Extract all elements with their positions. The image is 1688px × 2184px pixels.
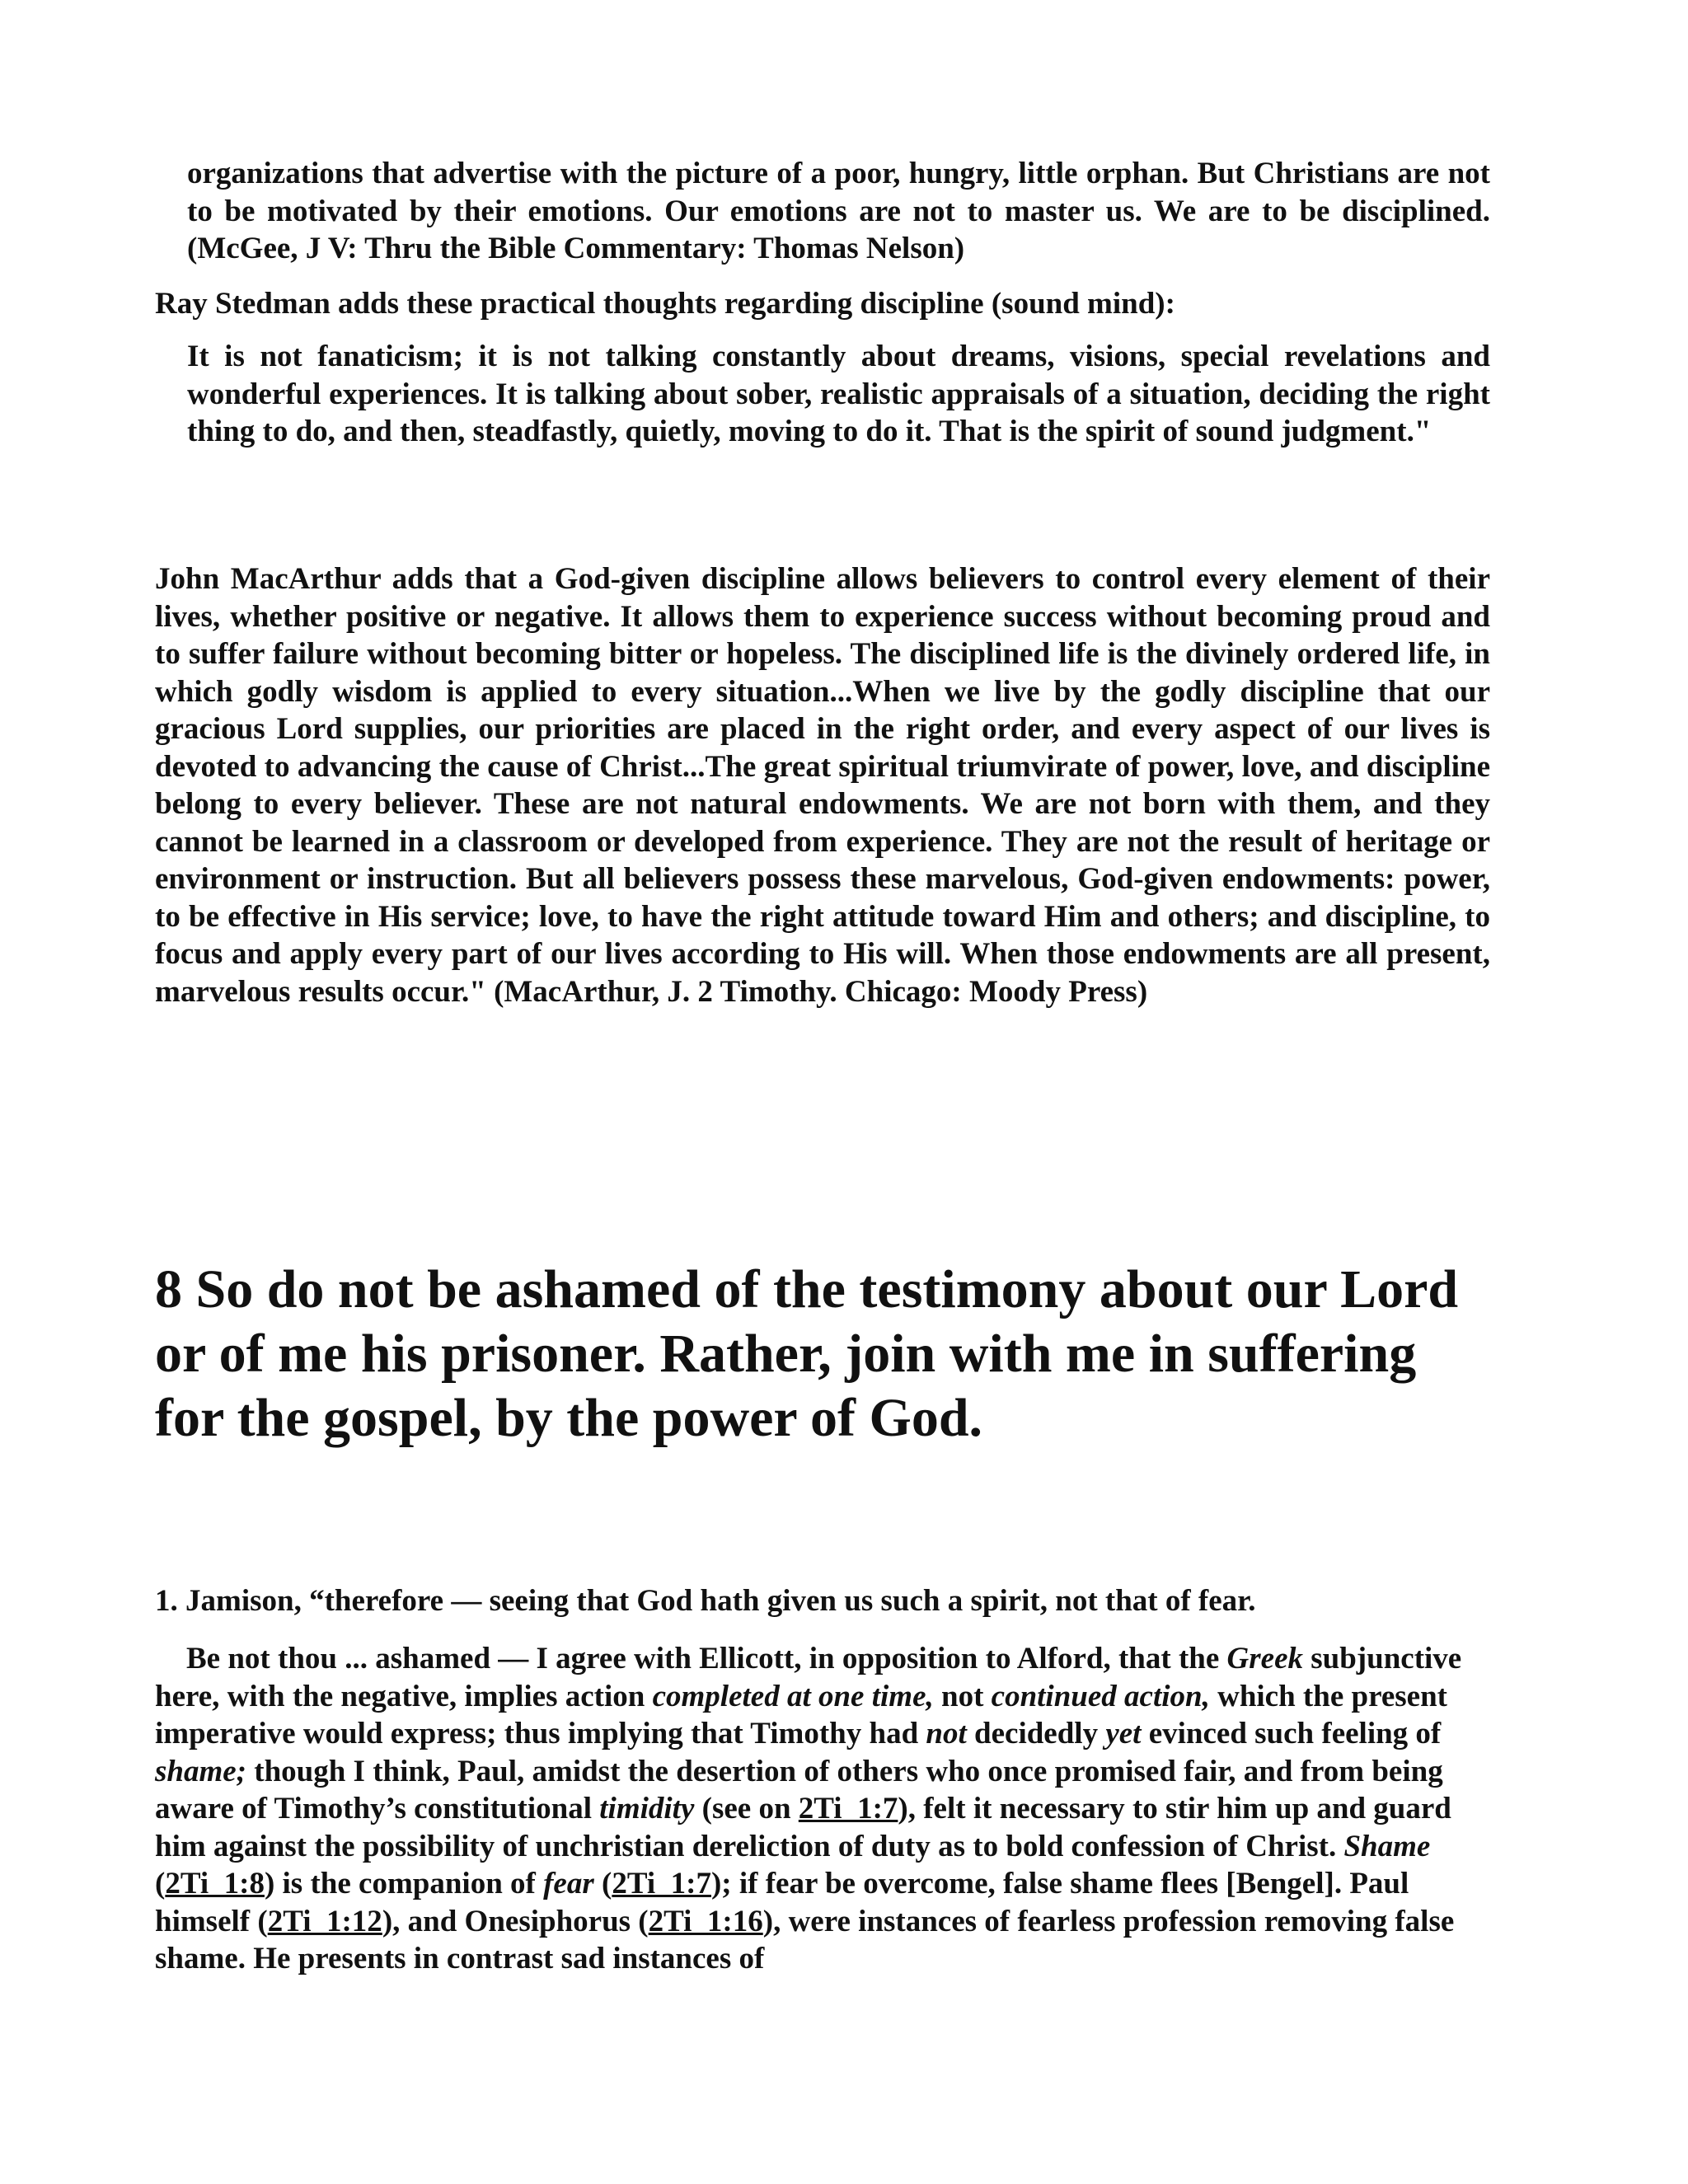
text-run: which the present imperative would express; thus implying that Timothy had	[155, 1679, 1447, 1750]
italic-run: Greek	[1226, 1642, 1303, 1675]
text-run: ), and Onesiphorus (	[382, 1904, 649, 1938]
text-run: ) is the companion of	[264, 1867, 544, 1900]
text-run: ); if fear be overcome, false shame flees [Bengel]. Paul himself (	[155, 1867, 1409, 1938]
stedman-quote: It is not fanaticism; it is not talking constantly about dreams, visions, special revelations and wonderful experiences. It is talking about sober, realistic appraisals of a situation, deciding the right thing to do, and then, steadfastly, quietly, moving to do it. That is the spirit of sound judgment."	[187, 340, 1490, 448]
jamison-heading: 1. Jamison, “therefore — seeing that God hath given us such a spirit, not that of fear.	[155, 1584, 1256, 1618]
scripture-link[interactable]: 2Ti_1:7	[798, 1792, 898, 1825]
macarthur-paragraph: John MacArthur adds that a God-given discipline allows believers to control every element of their lives, whether positive or negative. It allows them to experience success without becoming proud and to suffer failure without becoming bitter or hopeless. The disciplined life is the divinely ordered life, in which godly wisdom is applied to every situation...When we live by the godly discipline that our gracious Lord supplies, our priorities are placed in the right order, and every aspect of our lives is devoted to advancing the cause of Christ...The great spiritual triumvirate of power, love, and discipline belong to every believer. These are not natural endowments. We are not born with them, and they cannot be learned in a classroom or developed from experience. They are not the result of heritage or environment or instruction. But all believers possess these marvelous, God-given endowments: power, to be effective in His service; love, to have the right attitude toward Him and others; and discipline, to focus and apply every part of our lives according to His will. When those endowments are all present, marvelous results occur." (MacArthur, J. 2 Timothy. Chicago: Moody Press)	[155, 562, 1490, 1009]
text-run: subjunctive here, with the negative, implies action	[155, 1642, 1462, 1713]
italic-run: shame;	[155, 1754, 246, 1788]
text-run: ), felt it necessary to stir him up and guard him against the possibility of unchristian dereliction of duty as to bold confession of Christ.	[155, 1792, 1451, 1863]
italic-run: Shame	[1343, 1829, 1431, 1863]
italic-run: timidity	[599, 1792, 695, 1825]
text-run: ), were instances of fearless profession removing false shame. He presents in contrast sad instances of	[155, 1904, 1455, 1975]
stedman-intro: Ray Stedman adds these practical thoughts regarding discipline (sound mind):	[155, 287, 1175, 321]
italic-run: not	[926, 1717, 967, 1750]
italic-run: yet	[1105, 1717, 1142, 1750]
text-run: Be not thou ... ashamed — I agree with Ellicott, in opposition to Alford, that the	[186, 1642, 1227, 1675]
text-run: (see on	[694, 1792, 799, 1825]
text-run: (	[155, 1867, 166, 1900]
scripture-link[interactable]: 2Ti_1:16	[648, 1904, 763, 1938]
scripture-link[interactable]: 2Ti_1:8	[165, 1867, 265, 1900]
text-run: though I think, Paul, amidst the desertion of others who once promised fair, and from being aware of Timothy’s constitutional	[155, 1754, 1443, 1825]
jamison-paragraph	[155, 1640, 1490, 1978]
italic-run: fear	[543, 1867, 594, 1900]
verse-heading: 8 So do not be ashamed of the testimony about our Lord or of me his prisoner. Rather, join with me in suffering for the gospel, by the power of God.	[155, 1259, 1459, 1448]
text-run: evinced such feeling of	[1141, 1717, 1442, 1750]
italic-run: continued action,	[991, 1679, 1210, 1713]
text-run: decidedly	[966, 1717, 1106, 1750]
text-run: not	[933, 1679, 992, 1713]
mcgee-quote: organizations that advertise with the picture of a poor, hungry, little orphan. But Christians are not to be motivated by their emotions. Our emotions are not to master us. We are to be disciplined. (McGee, J V: Thru the Bible Commentary: Thomas Nelson)	[187, 157, 1490, 265]
italic-run: completed at one time,	[652, 1679, 934, 1713]
scripture-link[interactable]: 2Ti_1:7	[612, 1867, 711, 1900]
scripture-link[interactable]: 2Ti_1:12	[267, 1904, 382, 1938]
text-run: (	[593, 1867, 612, 1900]
